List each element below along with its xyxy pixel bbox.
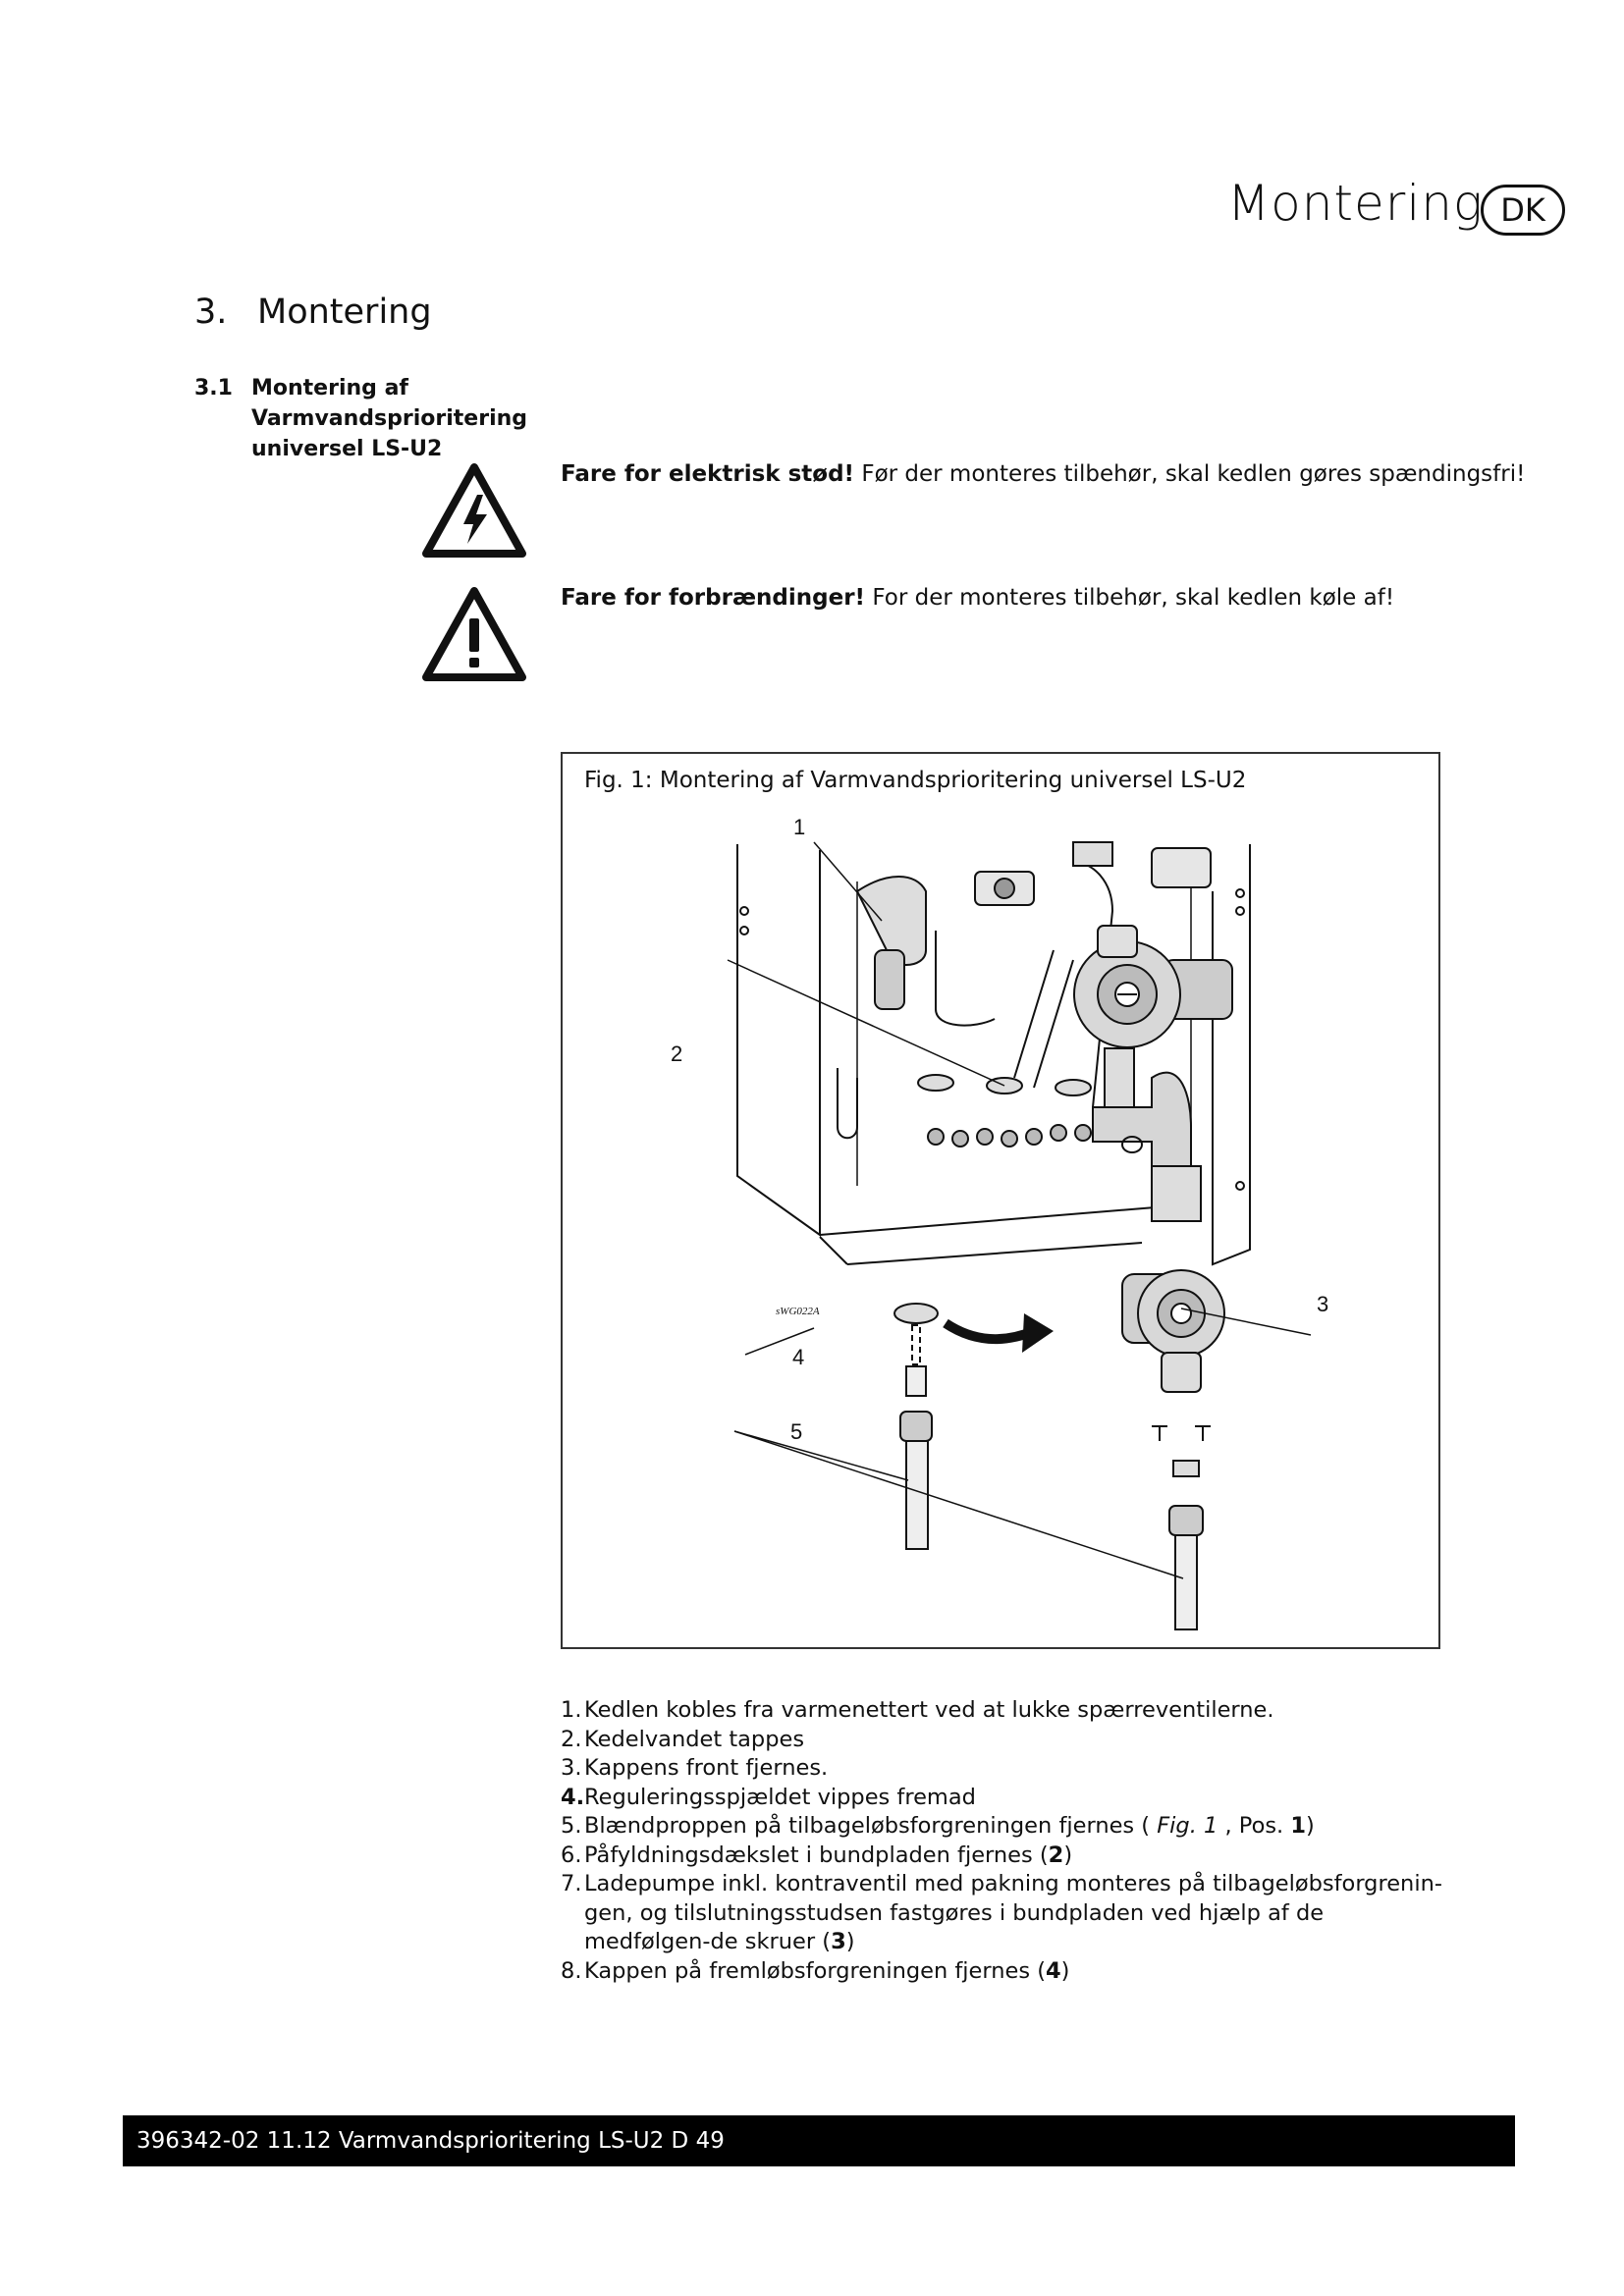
boiler-installation-drawing: [563, 754, 1438, 1647]
steps-list: [561, 1696, 1444, 1986]
section-number: 3.: [194, 293, 228, 332]
callout-1: 1: [793, 815, 806, 839]
page-header-title: Montering: [1227, 175, 1484, 232]
warning-burn-bold: Fare for forbrændinger!: [561, 585, 866, 611]
electric-hazard-icon: [420, 461, 528, 560]
warning-electric-bold: Fare for elektrisk stød!: [561, 461, 855, 487]
footer-text: 396342-02 11.12 Varmvandsprioritering LS-U2 D 49: [136, 2128, 725, 2154]
callout-4: 4: [792, 1345, 805, 1369]
section-heading: [194, 293, 432, 332]
list-item: 4.Reguleringsspjældet vippes fremad: [561, 1784, 976, 1810]
warning-electric: [561, 461, 1525, 487]
list-item: 7. Ladepumpe inkl. kontraventil med pakning monteres på tilbageløbsforgrenin-gen, og tilslutningsstudsen fastgøres i bundpladen ved hjælp af de medfølgen-de skruer (3): [561, 1871, 1442, 1954]
list-item: 3. Kappens front fjernes.: [561, 1755, 829, 1781]
warning-electric-text: Før der monteres tilbehør, skal kedlen gøres spændingsfri!: [854, 461, 1526, 487]
language-badge: DK: [1481, 185, 1565, 236]
subsection-title: Montering af Varmvandsprioritering universel LS-U2: [251, 376, 528, 461]
list-item: 6. Påfyldningsdækslet i bundpladen fjernes (2): [561, 1842, 1073, 1868]
warning-burn: [561, 585, 1394, 611]
figure-reference: Fig. 1: [1157, 1813, 1218, 1839]
figure-caption: Fig. 1: Montering af Varmvandsprioritering universel LS-U2: [584, 768, 1247, 793]
figure-frame: [561, 752, 1440, 1649]
drawing-code: sWG022A: [776, 1306, 820, 1317]
general-warning-icon: [420, 585, 528, 683]
callout-3: 3: [1317, 1292, 1329, 1316]
list-item: 8. Kappen på fremløbsforgreningen fjernes (4): [561, 1957, 1070, 1984]
callout-2: 2: [671, 1041, 683, 1066]
list-item: 5. Blændproppen på tilbageløbsforgreningen fjernes ( Fig. 1 , Pos. 1): [561, 1813, 1315, 1839]
callout-5: 5: [790, 1419, 803, 1444]
list-item: 1. Kedlen kobles fra varmenettert ved at lukke spærreventilerne.: [561, 1697, 1274, 1723]
warning-burn-text: For der monteres tilbehør, skal kedlen køle af!: [865, 585, 1395, 611]
page-footer: [123, 2115, 1515, 2166]
section-title: Montering: [257, 293, 432, 332]
subsection-number: 3.1: [194, 376, 233, 400]
list-item: 2. Kedelvandet tappes: [561, 1726, 805, 1752]
